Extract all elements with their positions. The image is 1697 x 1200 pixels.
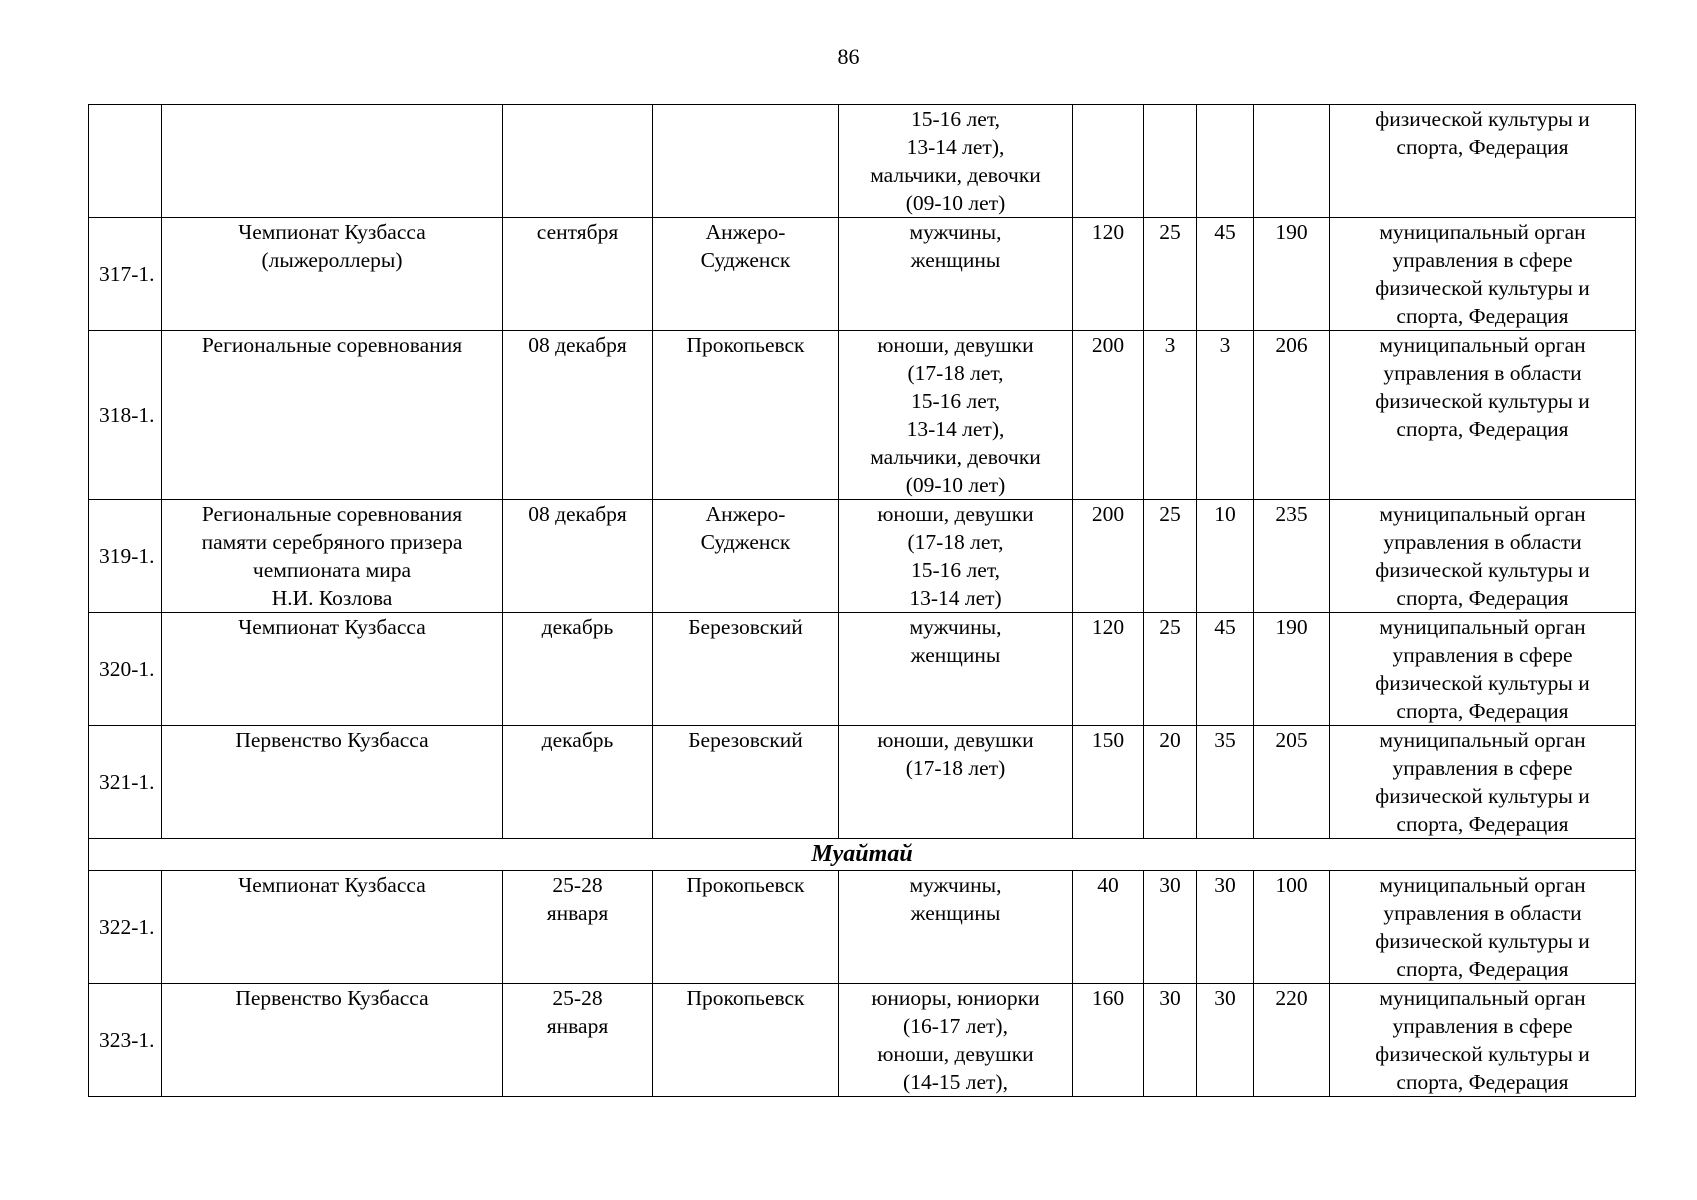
organizer-line: муниципальный орган	[1379, 873, 1586, 897]
organizer-cell	[1330, 218, 1636, 331]
organizer-line: спорта, Федерация	[1396, 417, 1569, 441]
table-row	[89, 726, 1636, 839]
count-2-cell: 25	[1144, 613, 1197, 726]
count-1-cell: 120	[1073, 218, 1144, 331]
organizer-line: спорта, Федерация	[1396, 1070, 1569, 1094]
participants-cell	[839, 218, 1073, 331]
event-date-cell	[503, 871, 653, 984]
event-name-line: (лыжероллеры)	[261, 248, 403, 272]
event-date-cell	[503, 613, 653, 726]
organizer-line: муниципальный орган	[1379, 220, 1586, 244]
count-2-cell: 30	[1144, 984, 1197, 1097]
table-row	[89, 984, 1636, 1097]
participants-line: (17-18 лет,	[907, 530, 1004, 554]
event-name-cell	[162, 331, 503, 500]
count-2-cell: 20	[1144, 726, 1197, 839]
total-count-cell: 206	[1254, 331, 1330, 500]
count-1-cell: 40	[1073, 871, 1144, 984]
event-name-cell	[162, 726, 503, 839]
count-1-cell: 160	[1073, 984, 1144, 1097]
count-2-cell: 25	[1144, 218, 1197, 331]
event-name-cell	[162, 613, 503, 726]
event-place-line: Судженск	[700, 248, 791, 272]
section-row	[89, 839, 1636, 871]
participants-line: 13-14 лет)	[909, 586, 1002, 610]
count-3-cell: 35	[1197, 726, 1254, 839]
organizer-line: муниципальный орган	[1379, 986, 1586, 1010]
organizer-cell	[1330, 500, 1636, 613]
organizer-line: спорта, Федерация	[1396, 957, 1569, 981]
schedule-table-body	[89, 105, 1636, 1097]
count-1-cell: 200	[1073, 500, 1144, 613]
event-place-line: Анжеро-	[705, 502, 786, 526]
total-count-cell: 220	[1254, 984, 1330, 1097]
organizer-line: муниципальный орган	[1379, 502, 1586, 526]
event-name-cell	[162, 105, 503, 218]
event-place-line: Прокопьевск	[686, 333, 805, 357]
organizer-line: спорта, Федерация	[1396, 812, 1569, 836]
participants-line: мужчины,	[909, 615, 1002, 639]
count-3-cell: 45	[1197, 613, 1254, 726]
event-date-cell	[503, 984, 653, 1097]
participants-line: 15-16 лет,	[911, 107, 1000, 131]
event-name-line: чемпионата мира	[252, 558, 412, 582]
organizer-line: муниципальный орган	[1379, 615, 1586, 639]
table-row	[89, 105, 1636, 218]
participants-line: юноши, девушки	[877, 502, 1034, 526]
total-count-cell: 190	[1254, 613, 1330, 726]
organizer-line: спорта, Федерация	[1396, 304, 1569, 328]
event-name-cell	[162, 218, 503, 331]
organizer-line: физической культуры и	[1375, 784, 1590, 808]
event-place-cell	[653, 613, 839, 726]
organizer-cell	[1330, 105, 1636, 218]
participants-line: юноши, девушки	[877, 1042, 1034, 1066]
participants-line: 15-16 лет,	[911, 558, 1000, 582]
participants-cell	[839, 500, 1073, 613]
organizer-cell	[1330, 984, 1636, 1097]
event-name-line: Региональные соревнования	[201, 333, 463, 357]
event-name-cell	[162, 500, 503, 613]
event-name-line: Первенство Кузбасса	[235, 986, 429, 1010]
event-name-line: Региональные соревнования	[201, 502, 463, 526]
organizer-line: муниципальный орган	[1379, 728, 1586, 752]
event-number-cell	[89, 105, 162, 218]
organizer-cell	[1330, 331, 1636, 500]
participants-cell	[839, 613, 1073, 726]
participants-line: 15-16 лет,	[911, 389, 1000, 413]
event-place-cell	[653, 331, 839, 500]
event-name-line: Чемпионат Кузбасса	[238, 873, 426, 897]
organizer-line: управления в области	[1383, 901, 1582, 925]
organizer-line: физической культуры и	[1375, 558, 1590, 582]
count-3-cell: 10	[1197, 500, 1254, 613]
event-place-cell	[653, 726, 839, 839]
count-3-cell: 30	[1197, 984, 1254, 1097]
count-2-cell	[1144, 105, 1197, 218]
organizer-line: физической культуры и	[1375, 929, 1590, 953]
event-date-line: декабрь	[541, 615, 614, 639]
organizer-line: спорта, Федерация	[1396, 586, 1569, 610]
total-count-cell	[1254, 105, 1330, 218]
event-place-line: Березовский	[688, 728, 803, 752]
participants-line: женщины	[910, 643, 1001, 667]
event-name-line: Н.И. Козлова	[271, 586, 393, 610]
event-number-cell: 319-1.	[89, 500, 162, 613]
count-1-cell	[1073, 105, 1144, 218]
table-row	[89, 500, 1636, 613]
organizer-line: управления в сфере	[1392, 1014, 1573, 1038]
participants-line: женщины	[910, 901, 1001, 925]
total-count-cell: 235	[1254, 500, 1330, 613]
event-name-line: Чемпионат Кузбасса	[238, 220, 426, 244]
organizer-cell	[1330, 726, 1636, 839]
event-place-line: Прокопьевск	[686, 873, 805, 897]
count-2-cell: 3	[1144, 331, 1197, 500]
participants-cell	[839, 331, 1073, 500]
event-number-cell: 323-1.	[89, 984, 162, 1097]
participants-line: юноши, девушки	[877, 333, 1034, 357]
participants-line: (14-15 лет),	[903, 1070, 1008, 1094]
event-date-cell	[503, 500, 653, 613]
event-place-cell	[653, 105, 839, 218]
organizer-cell	[1330, 871, 1636, 984]
section-title: Муайтай	[89, 839, 1636, 871]
total-count-cell: 100	[1254, 871, 1330, 984]
table-row	[89, 613, 1636, 726]
organizer-line: спорта, Федерация	[1396, 699, 1569, 723]
count-1-cell: 120	[1073, 613, 1144, 726]
event-place-cell	[653, 500, 839, 613]
page-number: 86	[837, 44, 860, 69]
count-3-cell	[1197, 105, 1254, 218]
count-2-cell: 25	[1144, 500, 1197, 613]
organizer-line: физической культуры и	[1375, 389, 1590, 413]
event-date-line: 25-28	[552, 986, 603, 1010]
event-place-cell	[653, 984, 839, 1097]
event-date-line: сентября	[536, 220, 619, 244]
organizer-line: управления в области	[1383, 530, 1582, 554]
event-place-line: Судженск	[700, 530, 791, 554]
count-2-cell: 30	[1144, 871, 1197, 984]
table-row	[89, 331, 1636, 500]
event-date-line: января	[546, 901, 609, 925]
organizer-line: физической культуры и	[1375, 107, 1590, 131]
event-date-line: января	[546, 1014, 609, 1038]
event-place-line: Прокопьевск	[686, 986, 805, 1010]
organizer-line: физической культуры и	[1375, 276, 1590, 300]
participants-cell	[839, 726, 1073, 839]
participants-line: женщины	[910, 248, 1001, 272]
event-date-line: 25-28	[552, 873, 603, 897]
participants-cell	[839, 984, 1073, 1097]
participants-line: юноши, девушки	[877, 728, 1034, 752]
participants-line: мальчики, девочки	[870, 163, 1041, 187]
count-1-cell: 150	[1073, 726, 1144, 839]
total-count-cell: 205	[1254, 726, 1330, 839]
event-name-cell	[162, 984, 503, 1097]
participants-line: (17-18 лет,	[907, 361, 1004, 385]
schedule-table	[88, 104, 1636, 1097]
table-row	[89, 218, 1636, 331]
participants-line: мужчины,	[909, 873, 1002, 897]
event-name-line: Чемпионат Кузбасса	[238, 615, 426, 639]
event-date-cell	[503, 726, 653, 839]
event-place-cell	[653, 218, 839, 331]
event-place-line: Анжеро-	[705, 220, 786, 244]
organizer-line: управления в сфере	[1392, 756, 1573, 780]
participants-line: юниоры, юниорки	[871, 986, 1040, 1010]
event-number-cell: 318-1.	[89, 331, 162, 500]
event-name-line: Первенство Кузбасса	[235, 728, 429, 752]
organizer-cell	[1330, 613, 1636, 726]
event-number-cell: 317-1.	[89, 218, 162, 331]
organizer-line: управления в области	[1383, 361, 1582, 385]
event-number-cell: 322-1.	[89, 871, 162, 984]
table-row	[89, 871, 1636, 984]
participants-cell	[839, 871, 1073, 984]
participants-line: (17-18 лет)	[905, 756, 1006, 780]
count-3-cell: 30	[1197, 871, 1254, 984]
participants-line: (09-10 лет)	[905, 191, 1006, 215]
event-place-line: Березовский	[688, 615, 803, 639]
total-count-cell: 190	[1254, 218, 1330, 331]
event-date-cell	[503, 105, 653, 218]
count-1-cell: 200	[1073, 331, 1144, 500]
participants-line: (09-10 лет)	[905, 473, 1006, 497]
count-3-cell: 45	[1197, 218, 1254, 331]
organizer-line: физической культуры и	[1375, 671, 1590, 695]
event-date-cell	[503, 218, 653, 331]
participants-line: (16-17 лет),	[903, 1014, 1008, 1038]
organizer-line: управления в сфере	[1392, 643, 1573, 667]
event-number-cell: 321-1.	[89, 726, 162, 839]
organizer-line: физической культуры и	[1375, 1042, 1590, 1066]
participants-cell	[839, 105, 1073, 218]
event-date-line: 08 декабря	[528, 333, 627, 357]
organizer-line: спорта, Федерация	[1396, 135, 1569, 159]
organizer-line: управления в сфере	[1392, 248, 1573, 272]
event-date-cell	[503, 331, 653, 500]
event-number-cell: 320-1.	[89, 613, 162, 726]
participants-line: 13-14 лет),	[906, 417, 1005, 441]
organizer-line: муниципальный орган	[1379, 333, 1586, 357]
participants-line: мужчины,	[909, 220, 1002, 244]
participants-line: 13-14 лет),	[906, 135, 1005, 159]
count-3-cell: 3	[1197, 331, 1254, 500]
event-date-line: 08 декабря	[528, 502, 627, 526]
event-date-line: декабрь	[541, 728, 614, 752]
event-place-cell	[653, 871, 839, 984]
event-name-cell	[162, 871, 503, 984]
participants-line: мальчики, девочки	[870, 445, 1041, 469]
event-name-line: памяти серебряного призера	[201, 530, 463, 554]
